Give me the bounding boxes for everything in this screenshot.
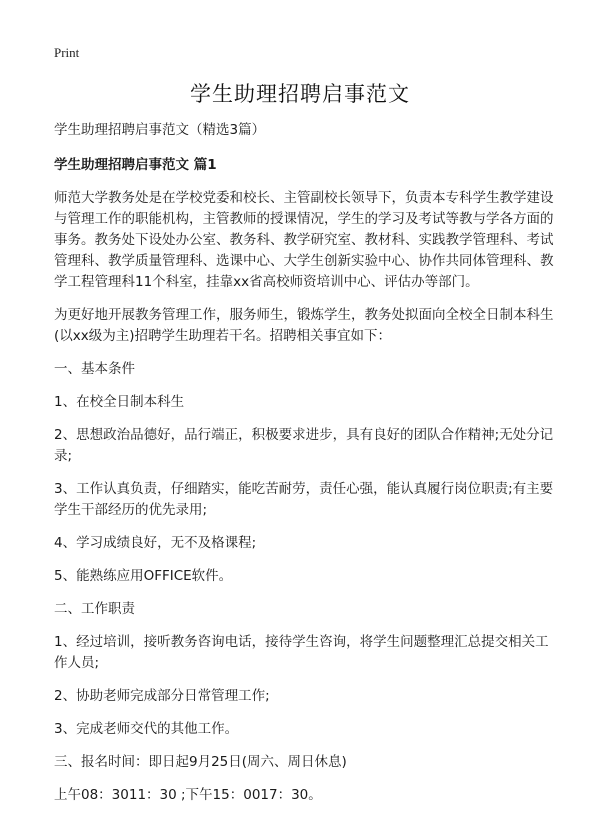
heading-job-duties: 二、工作职责: [54, 601, 135, 617]
duty-item: 1、经过培训，接听教务咨询电话，接待学生咨询，将学生问题整理汇总提交相关工作人员;: [54, 634, 549, 671]
condition-item: 1、在校全日制本科生: [54, 394, 185, 410]
document-title: 学生助理招聘启事范文: [190, 82, 410, 106]
paragraph-purpose: 为更好地开展教务管理工作，服务师生，锻炼学生，教务处拟面向全校全日制本科生(以xx级为主)招聘学生助理若干名。招聘相关事宜如下：: [54, 307, 554, 344]
duty-item: 2、协助老师完成部分日常管理工作;: [54, 688, 270, 704]
document-body: [54, 120, 554, 818]
section-heading: 学生助理招聘启事范文 篇1: [54, 157, 217, 173]
print-label: Print: [54, 45, 80, 60]
document-subtitle: 学生助理招聘启事范文（精选3篇）: [54, 122, 266, 138]
condition-item: 5、能熟练应用OFFICE软件。: [54, 568, 233, 584]
condition-item: 4、学习成绩良好，无不及格课程;: [54, 535, 257, 551]
duty-item: 3、完成老师交代的其他工作。: [54, 721, 239, 737]
heading-basic-conditions: 一、基本条件: [54, 361, 135, 377]
heading-registration-time: 三、报名时间：即日起9月25日(周六、周日休息): [54, 754, 347, 770]
condition-item: 2、思想政治品德好，品行端正，积极要求进步，具有良好的团队合作精神;无处分记录;: [54, 427, 554, 464]
paragraph-intro: 师范大学教务处是在学校党委和校长、主管副校长领导下，负责本专科学生教学建设与管理工作的职能机构，主管教师的授课情况，学生的学习及考试等教与学各方面的事务。教务处下设处办公室、教务科、教学研究室、教材科、实践教学管理科、考试管理科、教学质量管理科、选课中心、大学生创新实验中心、协作共同体管理科、教学工程管理科11个科室，挂靠xx省高校师资培训中心、评估办等部门。: [54, 190, 554, 290]
condition-item: 3、工作认真负责，仔细踏实，能吃苦耐劳，责任心强，能认真履行岗位职责;有主要学生干部经历的优先录用;: [54, 481, 554, 518]
registration-hours: 上午08：3011：30 ;下午15：0017：30。: [54, 787, 322, 803]
